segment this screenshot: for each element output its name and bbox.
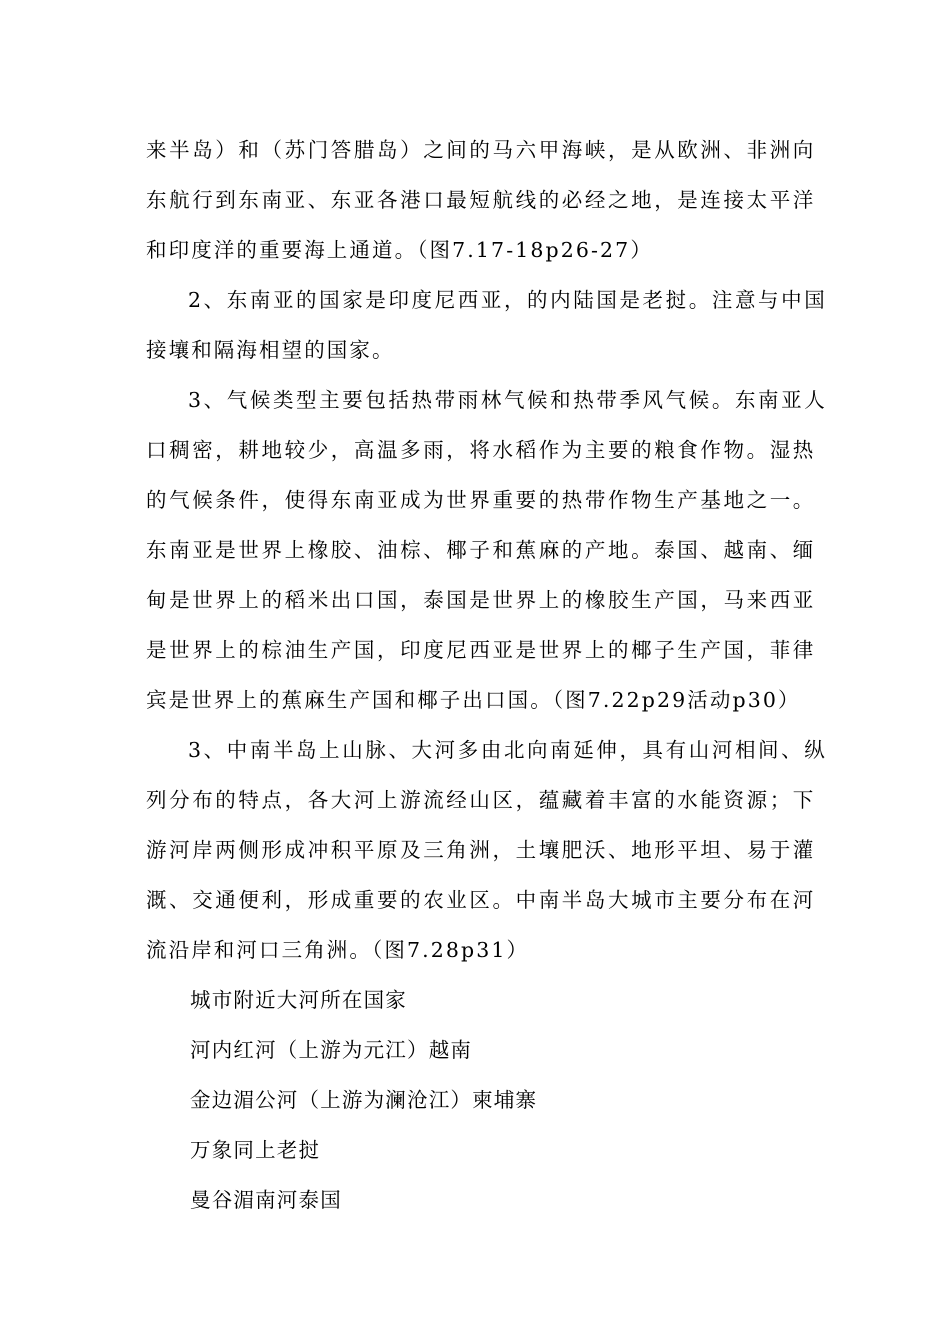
text-line-15: 游河岸两侧形成冲积平原及三角洲，土壤肥沃、地形平坦、易于灌 xyxy=(146,838,816,862)
text-line-7: 口稠密，耕地较少，高温多雨，将水稻作为主要的粮食作物。湿热 xyxy=(146,438,816,462)
text-line-4: 2、东南亚的国家是印度尼西亚，的内陆国是老挝。注意与中国 xyxy=(188,288,828,312)
text-line-14: 列分布的特点，各大河上游流经山区，蕴藏着丰富的水能资源；下 xyxy=(146,788,816,812)
text-line-12: 宾是世界上的蕉麻生产国和椰子出口国。（图7.22p29活动p30） xyxy=(146,688,801,712)
text-line-8: 的气候条件，使得东南亚成为世界重要的热带作物生产基地之一。 xyxy=(146,488,816,512)
text-line-6: 3、气候类型主要包括热带雨林气候和热带季风气候。东南亚人 xyxy=(188,388,828,412)
text-line-10: 甸是世界上的稻米出口国，泰国是世界上的橡胶生产国，马来西亚 xyxy=(146,588,816,612)
table-row-bangkok: 曼谷湄南河泰国 xyxy=(190,1188,342,1212)
table-header-line: 城市附近大河所在国家 xyxy=(190,988,407,1012)
text-line-13: 3、中南半岛上山脉、大河多由北向南延伸，具有山河相间、纵 xyxy=(188,738,828,762)
text-line-3: 和印度洋的重要海上通道。（图7.17-18p26-27） xyxy=(146,238,653,262)
text-line-2: 东航行到东南亚、东亚各港口最短航线的必经之地，是连接太平洋 xyxy=(146,188,816,212)
table-row-phnom-penh: 金边湄公河（上游为澜沧江）柬埔寨 xyxy=(190,1088,538,1112)
text-line-16: 溉、交通便利，形成重要的农业区。中南半岛大城市主要分布在河 xyxy=(146,888,816,912)
table-row-vientiane: 万象同上老挝 xyxy=(190,1138,321,1162)
text-line-17: 流沿岸和河口三角洲。（图7.28p31） xyxy=(146,938,530,962)
text-line-1: 来半岛）和（苏门答腊岛）之间的马六甲海峡，是从欧洲、非洲向 xyxy=(146,138,816,162)
text-line-5: 接壤和隔海相望的国家。 xyxy=(146,338,395,362)
text-line-9: 东南亚是世界上橡胶、油棕、椰子和蕉麻的产地。泰国、越南、缅 xyxy=(146,538,816,562)
table-row-hanoi: 河内红河（上游为元江）越南 xyxy=(190,1038,473,1062)
text-line-11: 是世界上的棕油生产国，印度尼西亚是世界上的椰子生产国，菲律 xyxy=(146,638,816,662)
